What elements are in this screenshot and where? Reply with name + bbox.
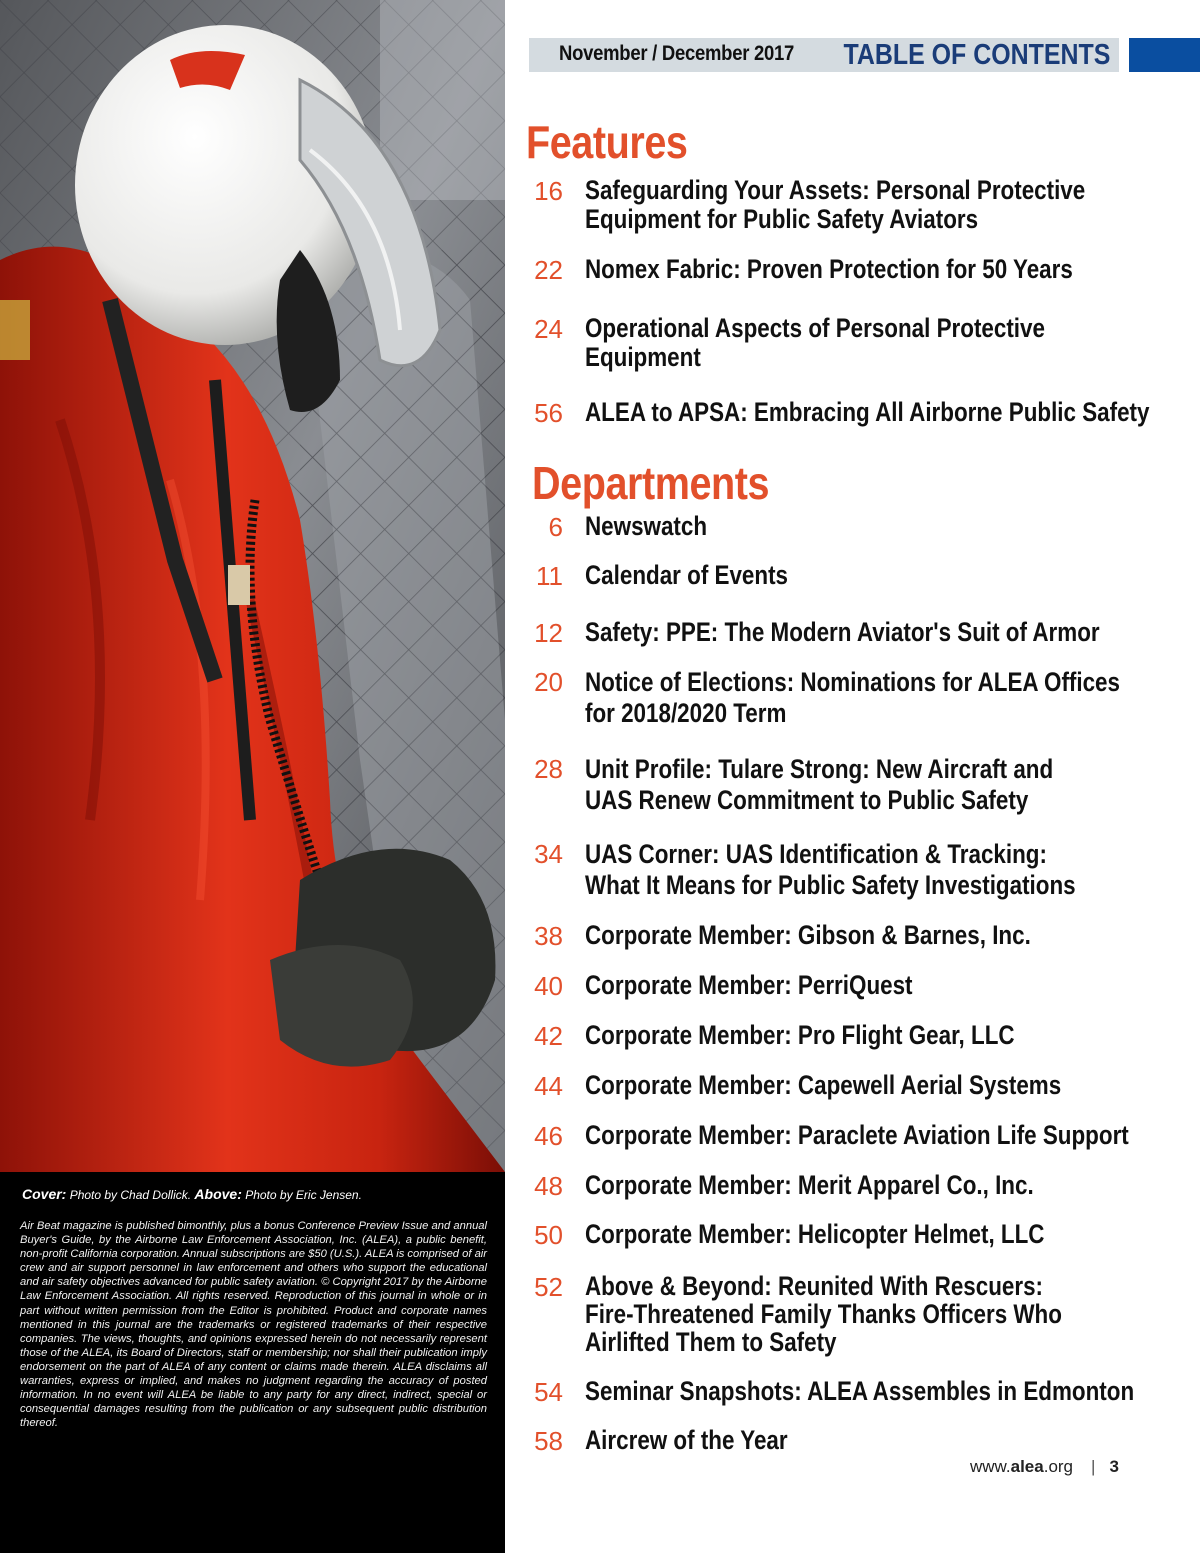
title-line: for 2018/2020 Term (585, 698, 787, 728)
article-title (585, 561, 1166, 590)
page-number: 46 (534, 1121, 563, 1151)
departments-heading: Departments (532, 457, 770, 509)
url-suffix: .org (1043, 1457, 1074, 1476)
article-title (585, 398, 1166, 427)
title-line: Unit Profile: Tulare Strong: New Aircraft and (585, 754, 1054, 784)
title-line: Corporate Member: Paraclete Aviation Life Support (585, 1120, 1129, 1150)
article-title (585, 314, 1166, 372)
caption-panel (0, 1172, 505, 1553)
title-line: Corporate Member: Helicopter Helmet, LLC (585, 1219, 1045, 1249)
title-line: Safeguarding Your Assets: Personal Protective (585, 175, 1086, 205)
article-title (585, 839, 1166, 901)
title-line: ALEA to APSA: Embracing All Airborne Public Safety (585, 397, 1150, 427)
article-title (585, 618, 1166, 647)
title-line: Corporate Member: PerriQuest (585, 970, 913, 1000)
title-line: Seminar Snapshots: ALEA Assembles in Edmonton (585, 1376, 1135, 1406)
url-domain: alea (1010, 1457, 1044, 1476)
title-line: Operational Aspects of Personal Protective (585, 313, 1045, 343)
above-credit: Photo by Eric Jensen. (241, 1188, 362, 1202)
title-line: Notice of Elections: Nominations for ALEA Offices (585, 667, 1120, 697)
cover-photo (0, 0, 505, 1172)
article-title (585, 754, 1166, 816)
article-title (585, 1171, 1166, 1200)
footer-separator: | (1091, 1457, 1096, 1476)
photo-credits (22, 1186, 487, 1203)
page-number-footer: 3 (1109, 1457, 1119, 1476)
article-title (585, 667, 1166, 729)
title-line: Nomex Fabric: Proven Protection for 50 Years (585, 254, 1073, 284)
page-number: 22 (534, 255, 563, 285)
page-number: 12 (534, 618, 563, 648)
page-number: 56 (534, 398, 563, 428)
url-prefix: www. (970, 1457, 1011, 1476)
title-line: Aircrew of the Year (585, 1425, 788, 1455)
article-title (585, 1121, 1166, 1150)
page-title: TABLE OF CONTENTS (843, 39, 1110, 71)
header-accent-block (1129, 38, 1200, 72)
page-number: 28 (534, 754, 563, 784)
cover-label: Cover: (22, 1186, 67, 1202)
page-number: 24 (534, 314, 563, 344)
page-number: 42 (534, 1021, 563, 1051)
publication-legal-notice: Air Beat magazine is published bimonthly, plus a bonus Conference Preview Issue and annual Buyer's Guide, by the Airborne Law Enforcement Association, Inc. (ALEA), a public benefit, non-profit California corporation. Annual subscriptions are $50 (U.S.). ALEA is comprised of air crew and air support personnel in law enforcement and others who support the educational and air safety objectives advanced for public safety aviation. © Copyright 2017 by the Airborne Law Enforcement Association. All rights reserved. Reproduction of this journal in whole or in part without written permission from the Editor is prohibited. Product and corporate names mentioned in this journal are the trademarks or registered trademarks of their respective companies. The views, thoughts, and opinions expressed herein do not necessarily represent those of the ALEA, its Board of Directors, staff or membership; nor shall their publication imply endorsement on the part of ALEA of any content or claims made therein. ALEA disclaims all warranties, express or implied, and makes no judgment regarding the accuracy of posted information. In no event will ALEA be liable to any party for any direct, indirect, special or consequential damages resulting from the publication or any subsequent public distribution thereof. (20, 1220, 487, 1430)
features-heading: Features (526, 116, 688, 168)
page-number: 52 (534, 1272, 563, 1302)
article-title (585, 1377, 1166, 1406)
article-title (585, 255, 1166, 284)
article-title (585, 1021, 1166, 1050)
title-line: Newswatch (585, 511, 708, 541)
title-line: Above & Beyond: Reunited With Rescuers: (585, 1271, 1044, 1301)
title-line: Equipment for Public Safety Aviators (585, 204, 979, 234)
page-number: 38 (534, 921, 563, 951)
title-line: UAS Corner: UAS Identification & Tracking: (585, 839, 1047, 869)
title-line: UAS Renew Commitment to Public Safety (585, 785, 1029, 815)
page-number: 48 (534, 1171, 563, 1201)
issue-date: November / December 2017 (559, 42, 795, 65)
page-number: 20 (534, 667, 563, 697)
title-line: Equipment (585, 342, 701, 372)
title-line: What It Means for Public Safety Investigations (585, 870, 1076, 900)
page-number: 54 (534, 1377, 563, 1407)
page-number: 50 (534, 1220, 563, 1250)
cover-credit: Photo by Chad Dollick. (66, 1188, 195, 1202)
title-line: Corporate Member: Capewell Aerial Systems (585, 1070, 1062, 1100)
page-number: 44 (534, 1071, 563, 1101)
page-number: 11 (536, 561, 563, 591)
page-number: 34 (534, 839, 563, 869)
title-line: Safety: PPE: The Modern Aviator's Suit of Armor (585, 617, 1100, 647)
article-title (585, 512, 1166, 541)
page-footer (970, 1457, 1119, 1477)
page-number: 6 (548, 512, 563, 542)
website-link[interactable] (970, 1457, 1073, 1476)
article-title (585, 1071, 1166, 1100)
article-title (585, 176, 1166, 234)
article-title (585, 1272, 1166, 1356)
page-number: 40 (534, 971, 563, 1001)
article-title (585, 971, 1166, 1000)
aviator-helmet-photo (0, 0, 505, 1172)
title-line: Corporate Member: Merit Apparel Co., Inc. (585, 1170, 1034, 1200)
article-title (585, 1220, 1166, 1249)
page-number: 16 (534, 176, 563, 206)
article-title (585, 1426, 1166, 1455)
title-line: Corporate Member: Pro Flight Gear, LLC (585, 1020, 1015, 1050)
title-line: Calendar of Events (585, 560, 788, 590)
above-label: Above: (194, 1186, 242, 1202)
article-title (585, 921, 1166, 950)
page-number: 58 (534, 1426, 563, 1456)
title-line: Fire-Threatened Family Thanks Officers Who (585, 1299, 1062, 1329)
title-line: Corporate Member: Gibson & Barnes, Inc. (585, 920, 1031, 950)
title-line: Airlifted Them to Safety (585, 1327, 837, 1357)
